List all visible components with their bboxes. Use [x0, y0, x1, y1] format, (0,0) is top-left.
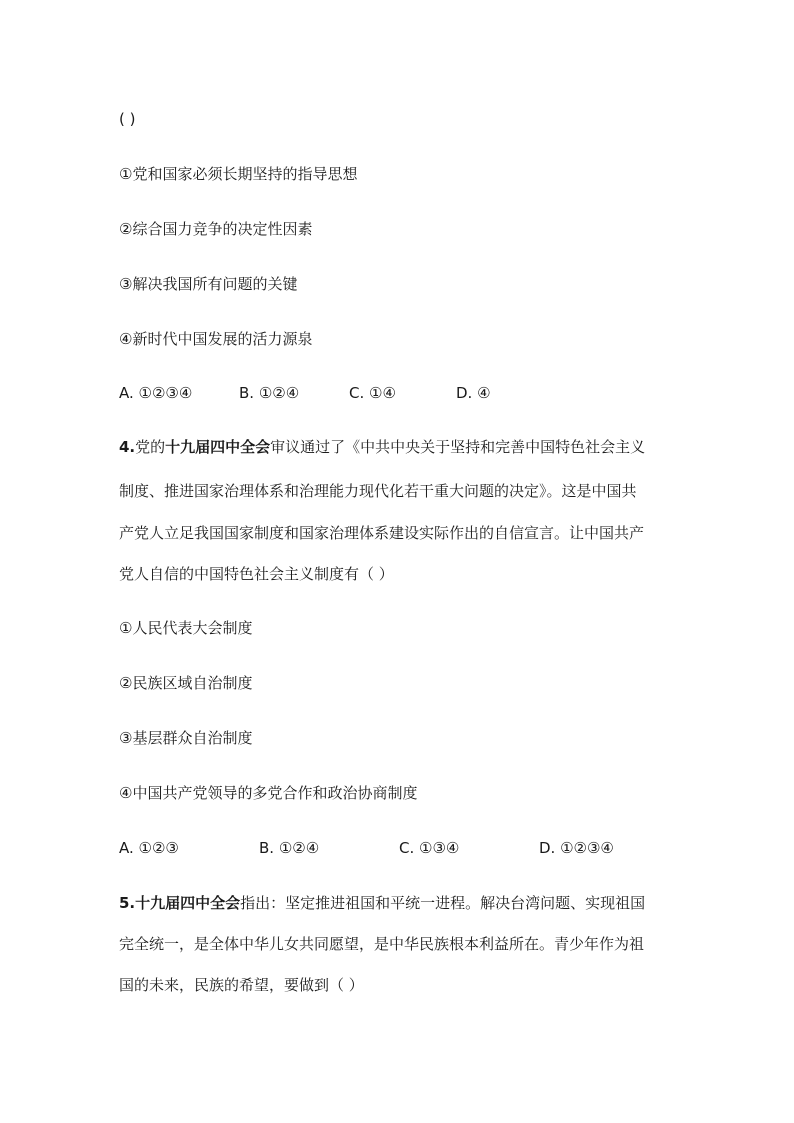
q3-option-b: B. ①②④: [239, 384, 300, 402]
q4-option-c: C. ①③④: [399, 839, 460, 857]
q5-stem-post: 指出：坚定推进祖国和平统一进程。解决台湾问题、实现祖国: [240, 894, 646, 912]
q3-option-d: D. ④: [456, 384, 491, 402]
q4-option-b: B. ①②④: [259, 839, 320, 857]
q4-item-1: ①人民代表大会制度: [119, 619, 253, 637]
q5-stem-line-3: 国的未来，民族的希望，要做到（ ）: [119, 976, 364, 994]
q4-stem-line-4: 党人自信的中国特色社会主义制度有（ ）: [119, 565, 394, 583]
q4-number: 4.: [119, 438, 136, 456]
q4-stem-line-3: 产党人立足我国国家制度和国家治理体系建设实际作出的自信宣言。让中国共产: [119, 524, 645, 542]
q3-item-4: ④新时代中国发展的活力源泉: [119, 330, 313, 348]
q5-number: 5.: [119, 894, 136, 912]
q4-stem-line-1: [119, 437, 689, 457]
q3-item-1: ①党和国家必须长期坚持的指导思想: [119, 165, 358, 183]
q4-stem-pre: 党的: [135, 438, 166, 456]
q4-stem-line-2: 制度、推进国家治理体系和治理能力现代化若干重大问题的决定》。这是中国共: [119, 482, 637, 500]
q4-option-d: D. ①②③④: [539, 839, 614, 857]
q3-option-a: A. ①②③④: [119, 384, 193, 402]
q5-stem-bold: 十九届四中全会: [135, 894, 241, 912]
q5-stem-line-2: 完全统一，是全体中华儿女共同愿望，是中华民族根本利益所在。青少年作为祖: [119, 935, 645, 953]
answer-parentheses: ( ): [119, 110, 136, 128]
q3-item-3: ③解决我国所有问题的关键: [119, 275, 298, 293]
q4-stem-bold: 十九届四中全会: [165, 438, 271, 456]
q4-item-3: ③基层群众自治制度: [119, 729, 253, 747]
q3-item-2: ②综合国力竞争的决定性因素: [119, 220, 313, 238]
q4-item-2: ②民族区域自治制度: [119, 674, 253, 692]
q4-option-a: A. ①②③: [119, 839, 179, 857]
q4-stem-post: 审议通过了《中共中央关于坚持和完善中国特色社会主义: [270, 438, 646, 456]
q3-option-c: C. ①④: [349, 384, 396, 402]
q4-item-4: ④中国共产党领导的多党合作和政治协商制度: [119, 784, 418, 802]
q5-stem-line-1: [119, 893, 689, 913]
